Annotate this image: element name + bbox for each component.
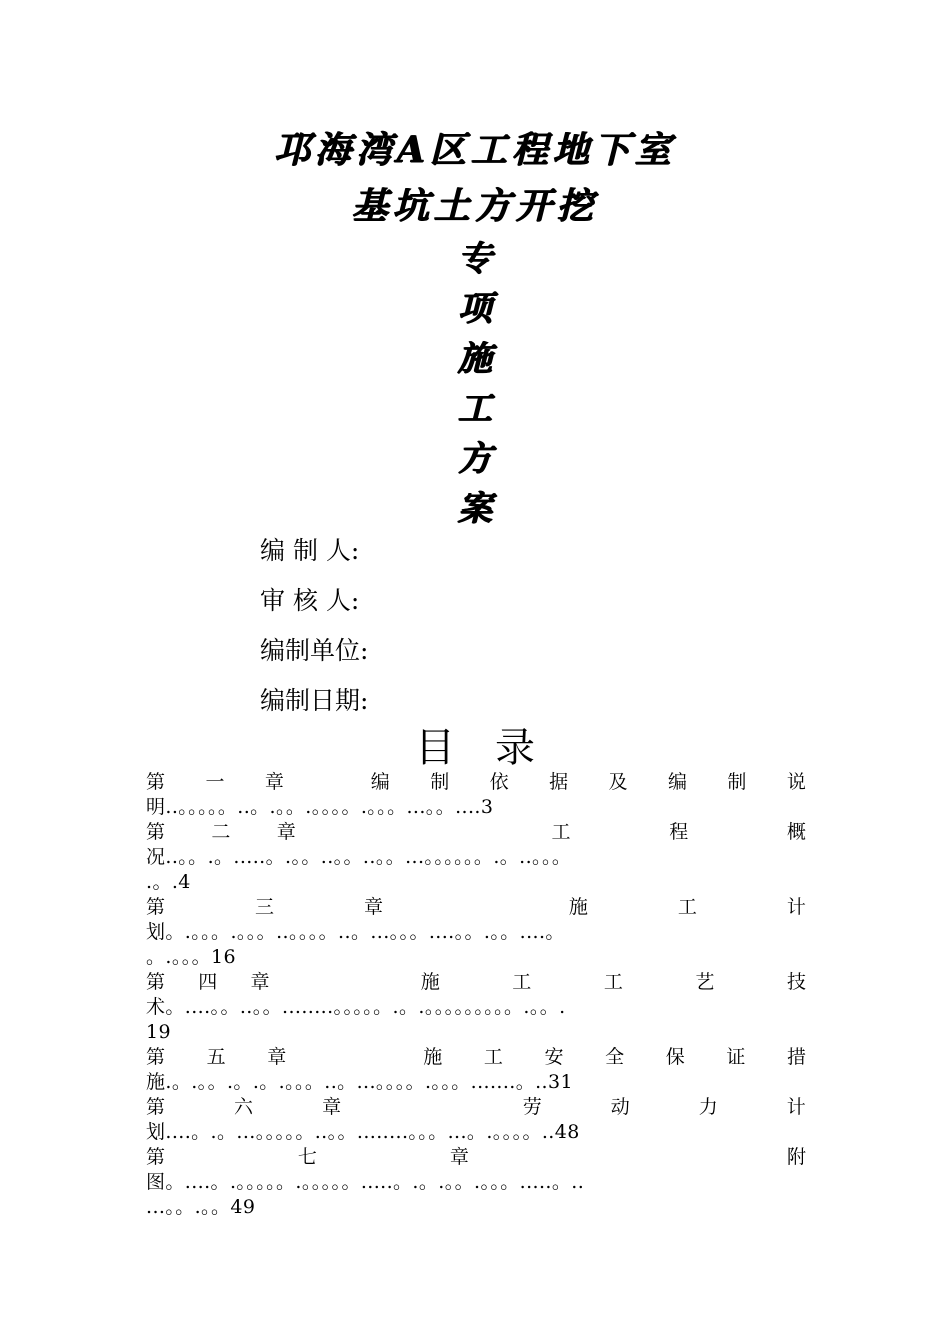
toc-leader-page: 。.。。。16	[146, 946, 237, 968]
toc-title-char: 力	[698, 1096, 718, 1118]
toc-title-char: 依	[489, 771, 509, 793]
toc-title-char: 计	[786, 1096, 806, 1118]
toc-title-char	[404, 1145, 410, 1170]
author-label: 编 制 人:	[260, 536, 360, 565]
toc-title-char	[735, 820, 741, 845]
toc-title-char	[630, 895, 636, 920]
toc-heading: 目 录	[415, 725, 535, 771]
toc-entry[interactable]	[146, 1095, 806, 1145]
toc-title-char	[357, 1145, 363, 1170]
toc-title-char: 艺	[695, 971, 715, 993]
vertical-title-char: 专	[458, 239, 492, 279]
toc-title-char	[328, 1045, 334, 1070]
toc-title-char: 施	[420, 971, 440, 993]
table-of-contents	[146, 770, 806, 1220]
toc-title-char: 章	[267, 1046, 287, 1068]
toc-title-char: 劳	[522, 1096, 542, 1118]
vertical-title-char: 施	[458, 339, 492, 379]
toc-entry-title	[146, 1145, 806, 1170]
toc-title-char: 编	[370, 771, 390, 793]
toc-title-char	[197, 1095, 203, 1120]
toc-leader-page: 图。....。.。。。。。.。。。。。.....。.。.。。.。。。.....。..	[146, 1171, 585, 1193]
toc-title-char: 证	[726, 1046, 746, 1068]
toc-title-char: 据	[549, 771, 569, 793]
toc-title-char: 工	[677, 896, 697, 918]
toc-leader-page: 19	[146, 1021, 171, 1043]
toc-title-char	[394, 820, 400, 845]
toc-title-char	[252, 1145, 258, 1170]
toc-title-char: 安	[544, 1046, 564, 1068]
title-line-2: 基坑土方开挖	[351, 185, 598, 227]
toc-title-char	[316, 895, 322, 920]
toc-title-char	[473, 895, 479, 920]
toc-title-char: 六	[234, 1096, 254, 1118]
toc-entry[interactable]	[146, 895, 806, 970]
toc-title-char	[739, 895, 745, 920]
toc-title-char	[694, 1145, 700, 1170]
metadata-block	[260, 526, 368, 726]
toc-title-char	[748, 970, 754, 995]
document-title	[0, 122, 950, 534]
toc-title-char: 编	[667, 771, 687, 793]
toc-entry-title	[146, 895, 806, 920]
toc-leader-page: 况..。。.。.....。.。。..。。..。。...。。。。。。.。..。。。	[146, 846, 572, 868]
toc-title-char: 制	[430, 771, 450, 793]
toc-title-char: 第	[146, 1096, 166, 1118]
vertical-title-char: 项	[458, 289, 492, 329]
toc-title-char: 动	[610, 1096, 630, 1118]
toc-entry-title	[146, 1095, 806, 1120]
toc-title-char	[617, 820, 623, 845]
toc-title-char: 工	[483, 1046, 503, 1068]
toc-title-char	[207, 895, 213, 920]
toc-title-char: 章	[264, 771, 284, 793]
toc-title-char: 三	[254, 896, 274, 918]
toc-title-char: 计	[786, 896, 806, 918]
toc-title-char	[205, 1145, 211, 1170]
toc-title-char: 附	[786, 1146, 806, 1168]
reviewer-label: 审 核 人:	[260, 586, 360, 615]
toc-title-char: 第	[146, 971, 166, 993]
toc-title-char	[499, 820, 505, 845]
toc-leader-page: 明..。。。。。..。.。。.。。。。.。。。...。。....3	[146, 796, 494, 818]
toc-title-char: 章	[322, 1096, 342, 1118]
toc-title-char	[521, 895, 527, 920]
toc-title-char	[749, 1095, 755, 1120]
toc-title-char: 第	[146, 1046, 166, 1068]
vertical-title	[0, 234, 950, 534]
toc-leader-page: ...。。.。。49	[146, 1196, 256, 1218]
toc-title-char: 七	[297, 1146, 317, 1168]
toc-title-char	[648, 1145, 654, 1170]
toc-title-char: 技	[786, 971, 806, 993]
title-line-1: 邛海湾A区工程地下室	[274, 129, 676, 171]
toc-title-char	[656, 970, 662, 995]
toc-title-char: 及	[608, 771, 628, 793]
toc-leader-page: 划....。.。...。。。。。..。。........。。。...。.。。。。..48	[146, 1121, 580, 1143]
vertical-title-char: 案	[458, 489, 492, 529]
toc-title-char	[485, 1095, 491, 1120]
toc-title-char: 章	[363, 896, 383, 918]
date-label: 编制日期:	[260, 686, 369, 715]
toc-title-char: 制	[727, 771, 747, 793]
toc-title-char: 施	[568, 896, 588, 918]
toc-entry[interactable]	[146, 1145, 806, 1220]
toc-title-char: 保	[665, 1046, 685, 1068]
toc-title-char: 五	[206, 1046, 226, 1068]
toc-title-char	[565, 970, 571, 995]
toc-title-char	[448, 1095, 454, 1120]
toc-title-char	[447, 820, 453, 845]
toc-title-char: 措	[786, 1046, 806, 1068]
toc-title-char	[381, 970, 387, 995]
toc-title-char: 四	[198, 971, 218, 993]
toc-title-char: 全	[605, 1046, 625, 1068]
toc-title-char	[473, 970, 479, 995]
toc-title-char: 章	[449, 1146, 469, 1168]
toc-title-char: 程	[669, 821, 689, 843]
toc-title-char: 工	[512, 971, 532, 993]
toc-title-char: 第	[146, 1146, 166, 1168]
toc-title-char	[285, 1095, 291, 1120]
toc-title-char: 第	[146, 896, 166, 918]
toc-title-char	[573, 1095, 579, 1120]
toc-leader-page: .。.4	[146, 871, 191, 893]
toc-entry-title	[146, 820, 806, 845]
toc-title-char	[741, 1145, 747, 1170]
toc-title-char	[410, 1095, 416, 1120]
toc-title-char	[303, 970, 309, 995]
toc-title-char	[342, 970, 348, 995]
toc-entry[interactable]	[146, 770, 806, 820]
toc-entry[interactable]	[146, 820, 806, 895]
toc-title-char	[324, 770, 330, 795]
toc-entry-title	[146, 1045, 806, 1070]
toc-title-char: 施	[423, 1046, 443, 1068]
toc-title-char	[373, 1095, 379, 1120]
toc-title-char	[509, 1145, 515, 1170]
toc-leader-page: 划。.。。。.。。。..。。。。..。...。。。....。。.。。....。	[146, 921, 565, 943]
toc-title-char	[425, 895, 431, 920]
toc-title-char: 第	[146, 821, 166, 843]
toc-title-char	[602, 1145, 608, 1170]
toc-entry-title	[146, 770, 806, 795]
vertical-title-char: 工	[458, 389, 492, 429]
toc-title-char: 工	[551, 821, 571, 843]
vertical-title-char: 方	[458, 439, 492, 479]
toc-entry-title	[146, 970, 806, 995]
toc-title-char: 工	[603, 971, 623, 993]
toc-title-char: 说	[786, 771, 806, 793]
toc-title-char: 一	[205, 771, 225, 793]
toc-title-char: 章	[276, 821, 296, 843]
toc-entry[interactable]	[146, 1045, 806, 1095]
unit-label: 编制单位:	[260, 636, 369, 665]
toc-title-char: 概	[786, 821, 806, 843]
toc-leader-page: 术。....。。..。。........。。。。。.。.。。。。。。。。。.。。.	[146, 996, 566, 1018]
toc-leader-page: 施.。.。。.。.。.。。。..。...。。。。.。。。.......。..31	[146, 1071, 573, 1093]
toc-title-char: 章	[250, 971, 270, 993]
toc-title-char: 第	[146, 771, 166, 793]
toc-title-char	[555, 1145, 561, 1170]
toc-title-char	[342, 820, 348, 845]
toc-title-char	[661, 1095, 667, 1120]
toc-entry[interactable]	[146, 970, 806, 1045]
toc-title-char	[376, 1045, 382, 1070]
toc-title-char: 二	[211, 821, 231, 843]
